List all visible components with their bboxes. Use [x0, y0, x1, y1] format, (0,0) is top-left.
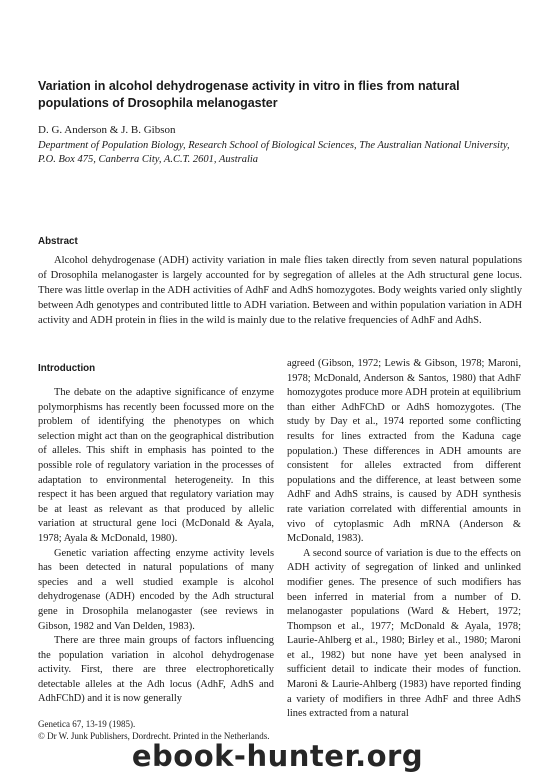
publisher-line: © Dr W. Junk Publishers, Dordrecht. Printed in the Netherlands. — [38, 731, 270, 741]
authors: D. G. Anderson & J. B. Gibson — [38, 124, 176, 136]
paragraph: agreed (Gibson, 1972; Lewis & Gibson, 1978; Maroni, 1978; McDonald, Anderson & Santos, 1980) that AdhF homozygotes produce more ADH protein at equilibrium than either AdhFChD or AdhS homozygotes. (The study by Day et al., 1974 reported some conflicting results for lines extracted from the Kaduna cage population.) These differences in ADH amounts are consistent for alleles extracted from different populations and the difference, at least between some AdhF and AdhS strains, is caused by ADH synthesis rate variation correlated with differential amounts in vivo of cytoplasmic Adh mRNA (Anderson & McDonald, 1983). — [287, 358, 521, 545]
affiliation: Department of Population Biology, Research School of Biological Sciences, The Australian National University, P.O. Box 475, Canberra City, A.C.T. 2601, Australia — [38, 140, 510, 165]
column-left — [38, 386, 274, 707]
abstract-text: Alcohol dehydrogenase (ADH) activity variation in male flies taken directly from seven natural populations of Drosophila melanogaster is largely accounted for by segregation of alleles at the Adh structural gene locus. There was little overlap in the ADH activities of AdhF and AdhS homozygotes. Body weights varied only slightly between Adh genotypes and contributed little to ADH variation. Between and within population variation in ADH activity and ADH protein in flies in the wild is mainly due to the relative frequencies of AdhF and AdhS. — [38, 255, 522, 326]
column-right — [287, 357, 521, 722]
introduction-heading: Introduction — [38, 363, 96, 374]
paragraph: There are three main groups of factors influencing the population variation in alcohol dehydrogenase activity. First, there are three electrophoretically detectable alleles at the Adh locus (AdhF, AdhS and AdhFChD) and it is now generally — [38, 635, 274, 705]
paragraph: The debate on the adaptive significance of enzyme polymorphisms has recently been focussed more on the problem of identifying the phenotypes on which selection might act than on the geographical distribution of alleles. This shift in emphasis has pointed to the possible role of regulatory variation in the processes of adaptation to environmental heterogeneity. In this respect it has been argued that regulatory variation may be at least as relevant as that produced by allelic variation at structural gene loci (McDonald & Ayala, 1978; Ayala & McDonald, 1980). — [38, 387, 274, 544]
paragraph: A second source of variation is due to the effects on ADH activity of segregation of linked and unlinked modifier genes. The presence of such modifiers has been inferred in material from a number of D. melanogaster populations (Ward & Hebert, 1972; Thompson et al., 1977; McDonald & Ayala, 1978; Laurie-Ahlberg et al., 1980; Birley et al., 1980; Maroni et al., 1982) but none have yet been analysed in sufficient detail to indicate their modes of function. Maroni & Laurie-Ahlberg (1983) have reported finding a variety of modifiers in three AdhF and three AdhS lines extracted from a natural — [287, 547, 521, 720]
watermark-banner: ebook-hunter.org — [131, 739, 424, 773]
paragraph: Genetic variation affecting enzyme activity levels has been detected in natural populations of many species and a well studied example is alcohol dehydrogenase (ADH) encoded by the Adh structural gene in Drosophila melanogaster (see reviews in Gibson, 1982 and Van Delden, 1983). — [38, 547, 274, 632]
abstract-heading: Abstract — [38, 236, 78, 247]
journal-citation: Genetica 67, 13-19 (1985). — [38, 719, 136, 729]
paper-title: Variation in alcohol dehydrogenase activity in vitro in flies from natural populations of Drosophila melanogaster — [38, 79, 460, 110]
